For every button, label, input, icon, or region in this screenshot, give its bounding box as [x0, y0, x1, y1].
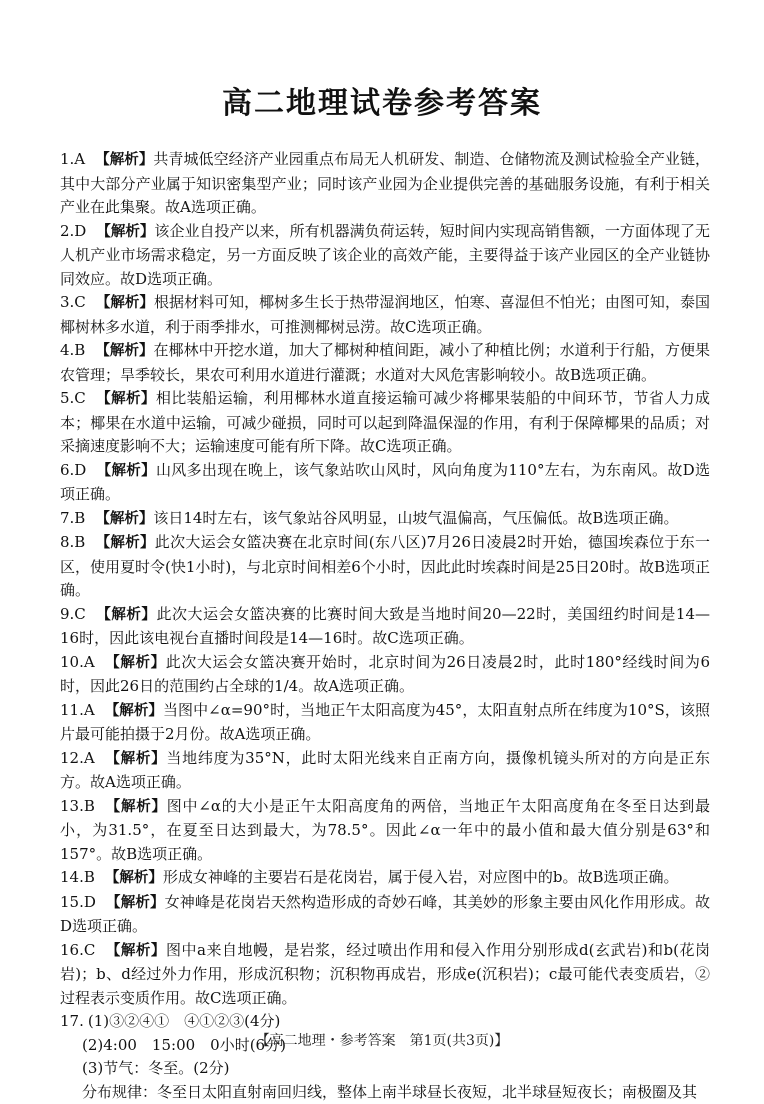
analysis-text: 当地纬度为35°N，此时太阳光线来自正南方向，摄像机镜头所对的方向是正东方。故A选项正确。 — [60, 749, 710, 792]
analysis-text: 当图中∠α=90°时，当地正午太阳高度为45°，太阳直射点所在纬度为10°S，该照片最可能拍摄于2月份。故A选项正确。 — [60, 701, 710, 744]
analysis-tag: 【解析】 — [96, 463, 156, 479]
analysis-tag: 【解析】 — [95, 152, 153, 168]
answer-item-11 — [60, 699, 710, 747]
answer-item-3 — [60, 291, 710, 339]
analysis-tag: 【解析】 — [105, 799, 167, 815]
answer-number: 8.B — [60, 533, 85, 551]
q17-part-3: (3)节气：冬至。(2分) — [60, 1057, 710, 1081]
analysis-text: 共青城低空经济产业园重点布局无人机研发、制造、仓储物流及测试检验全产业链，其中大部分产业属于知识密集型产业；同时该产业园为企业提供完善的基础服务设施，有利于相关产业在此集聚。故A选项正确。 — [60, 150, 710, 216]
analysis-tag: 【解析】 — [96, 224, 154, 240]
analysis-tag: 【解析】 — [95, 343, 153, 359]
answer-number: 1.A — [60, 150, 85, 168]
analysis-text: 此次大运会女篮决赛的比赛时间大致是当地时间20—22时，美国纽约时间是14—16时，因此该电视台直播时间段是14—16时。故C选项正确。 — [60, 605, 710, 648]
q17-part-1: (1)③②④① ④①②③(4分) — [88, 1012, 281, 1030]
answer-item-9 — [60, 603, 710, 651]
analysis-tag: 【解析】 — [105, 751, 167, 767]
analysis-text: 形成女神峰的主要岩石是花岗岩，属于侵入岩，对应图中的b。故B选项正确。 — [163, 868, 679, 886]
answer-item-13 — [60, 795, 710, 867]
answer-number: 15.D — [60, 893, 96, 911]
answer-list — [60, 148, 710, 1104]
analysis-text: 该日14时左右，该气象站谷风明显，山坡气温偏高，气压偏低。故B选项正确。 — [153, 509, 678, 527]
answer-number: 17. — [60, 1012, 84, 1030]
analysis-text: 图中∠α的大小是正午太阳高度角的两倍，当地正午太阳高度角在冬至日达到最小，为31.5°，在夏至日达到最大，为78.5°。因此∠α一年中的最小值和最大值分别是63°和157°。故B选项正确。 — [60, 797, 710, 863]
answer-item-8 — [60, 531, 710, 603]
answer-number: 6.D — [60, 461, 86, 479]
analysis-text: 图中a来自地幔，是岩浆，经过喷出作用和侵入作用分别形成d(玄武岩)和b(花岗岩)；b、d经过外力作用，形成沉积物；沉积物再成岩，形成e(沉积岩)；c最可能代表变质岩，②过程表示变质作用。故C选项正确。 — [60, 941, 710, 1007]
answer-item-7 — [60, 507, 710, 532]
answer-item-4 — [60, 339, 710, 387]
analysis-tag: 【解析】 — [95, 535, 154, 551]
answer-number: 16.C — [60, 941, 95, 959]
q17-part-4: 分布规律：冬至日太阳直射南回归线，整体上南半球昼长夜短，北半球昼短夜长；南极圈及其 — [60, 1081, 710, 1104]
answer-number: 4.B — [60, 341, 85, 359]
answer-item-15 — [60, 891, 710, 939]
q17-part-2: (2)4:00 15:00 0小时(6分) — [60, 1034, 710, 1058]
analysis-text: 在椰林中开挖水道，加大了椰树种植间距，减小了种植比例；水道利于行船，方便果农管理；旱季较长，果农可利用水道进行灌溉；水道对大风危害影响较小。故B选项正确。 — [60, 341, 710, 384]
analysis-tag: 【解析】 — [105, 870, 163, 886]
answer-number: 12.A — [60, 749, 95, 767]
answer-item-12 — [60, 747, 710, 795]
analysis-text: 女神峰是花岗岩天然构造形成的奇妙石峰，其美妙的形象主要由风化作用形成。故D选项正确。 — [60, 893, 710, 936]
answer-number: 7.B — [60, 509, 85, 527]
answer-item-2 — [60, 220, 710, 292]
analysis-tag: 【解析】 — [106, 895, 165, 911]
answer-number: 3.C — [60, 293, 86, 311]
answer-number: 10.A — [60, 653, 95, 671]
analysis-tag: 【解析】 — [96, 391, 156, 407]
page-title: 高二地理试卷参考答案 — [0, 78, 764, 122]
analysis-tag: 【解析】 — [95, 511, 153, 527]
analysis-text: 此次大运会女篮决赛开始时，北京时间为26日凌晨2时，此时180°经线时间为6时，因此26日的范围约占全球的1/4。故A选项正确。 — [60, 653, 710, 696]
answer-item-16 — [60, 939, 710, 1011]
answer-number: 5.C — [60, 389, 86, 407]
answer-item-6 — [60, 459, 710, 507]
page-footer: 【高二地理・参考答案 第1页(共3页)】 — [0, 1030, 764, 1050]
answer-number: 2.D — [60, 222, 86, 240]
analysis-tag: 【解析】 — [105, 655, 166, 671]
answer-number: 14.B — [60, 868, 95, 886]
analysis-text: 相比装船运输，利用椰林水道直接运输可减少将椰果装船的中间环节，节省人力成本；椰果在水道中运输，可减少碰损，同时可以起到降温保湿的作用，有利于保障椰果的品质；对采摘速度影响不大；运输速度可能有所下降。故C选项正确。 — [60, 389, 710, 455]
analysis-tag: 【解析】 — [105, 703, 163, 719]
analysis-tag: 【解析】 — [96, 295, 154, 311]
answer-item-14 — [60, 866, 710, 891]
analysis-text: 山风多出现在晚上，该气象站吹山风时，风向角度为110°左右，为东南风。故D选项正确。 — [60, 461, 710, 504]
answer-item-5 — [60, 387, 710, 459]
answer-number: 9.C — [60, 605, 86, 623]
answer-number: 13.B — [60, 797, 95, 815]
analysis-text: 该企业自投产以来，所有机器满负荷运转，短时间内实现高销售额，一方面体现了无人机产业市场需求稳定，另一方面反映了该企业的高效产能，主要得益于该产业园区的全产业链协同效应。故D选项正确。 — [60, 222, 710, 288]
answer-item-1 — [60, 148, 710, 220]
analysis-text: 根据材料可知，椰树多生长于热带湿润地区，怕寒、喜湿但不怕光；由图可知，泰国椰树林多水道，利于雨季排水，可推测椰树忌涝。故C选项正确。 — [60, 293, 710, 336]
analysis-tag: 【解析】 — [96, 607, 157, 623]
answer-number: 11.A — [60, 701, 95, 719]
analysis-text: 此次大运会女篮决赛在北京时间(东八区)7月26日凌晨2时开始，德国埃森位于东一区，使用夏时令(快1小时)，与北京时间相差6个小时，因此此时埃森时间是25日20时。故B选项正确。 — [60, 533, 710, 599]
analysis-tag: 【解析】 — [105, 943, 166, 959]
answer-item-10 — [60, 651, 710, 699]
